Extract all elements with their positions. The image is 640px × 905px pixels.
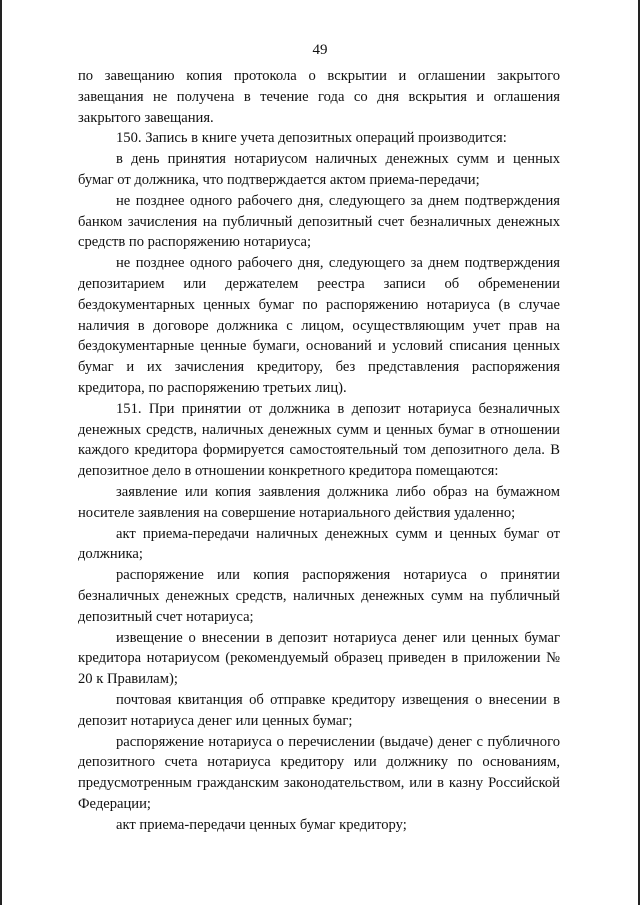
paragraph-continuation: по завещанию копия протокола о вскрытии и оглашении закрытого завещания не получена в течение года со дня вскрытия и оглашения закрытого завещания.	[78, 68, 560, 126]
document-body	[78, 66, 560, 835]
list-item: извещение о внесении в депозит нотариуса денег или ценных бумаг кредитора нотариусом (рекомендуемый образец приведен в приложении № 20 к Правилам);	[78, 629, 560, 688]
list-item: заявление или копия заявления должника либо образ на бумажном носителе заявления на совершение нотариального действия удаленно;	[78, 483, 560, 521]
list-item: акт приема-передачи наличных денежных сумм и ценных бумаг от должника;	[78, 525, 560, 563]
list-item: акт приема-передачи ценных бумаг кредитору;	[116, 816, 407, 833]
page-number: 49	[312, 42, 328, 58]
list-item: не позднее одного рабочего дня, следующего за днем подтверждения депозитарием или держателем реестра записи об обременении бездокументарных ценных бумаг по распоряжению нотариуса (в случае наличия в договоре должника с лицом, осуществляющим учет прав на бездокументарные ценные бумаги, оснований и условий списания ценных бумаг и их зачисления кредитору, без представления распоряжения кредитора, по распоряжению третьих лиц).	[78, 255, 560, 396]
list-item: в день принятия нотариусом наличных денежных сумм и ценных бумаг от должника, что подтверждается актом приема-передачи;	[78, 151, 560, 188]
list-item: почтовая квитанция об отправке кредитору извещения о внесении в депозит нотариуса денег или ценных бумаг;	[78, 691, 560, 729]
paragraph-151: 151. При принятии от должника в депозит нотариуса безналичных денежных средств, наличных денежных сумм и ценных бумаг в отношении каждого кредитора формируется самостоятельный том депозитного дела. В депозитное дело в отношении конкретного кредитора помещаются:	[78, 400, 560, 480]
list-item: не позднее одного рабочего дня, следующего за днем подтверждения банком зачисления на публичный депозитный счет безналичных денежных средств по распоряжению нотариуса;	[78, 192, 560, 251]
list-item: распоряжение нотариуса о перечислении (выдаче) денег с публичного депозитного счета нотариуса кредитору или должнику по основаниям, предусмотренным гражданским законодательством, или в казну Российской Федерации;	[78, 733, 560, 812]
list-item: распоряжение или копия распоряжения нотариуса о принятии безналичных денежных средств, наличных денежных сумм на публичный депозитный счет нотариуса;	[78, 567, 560, 625]
paragraph-150: 150. Запись в книге учета депозитных операций производится:	[116, 130, 507, 147]
